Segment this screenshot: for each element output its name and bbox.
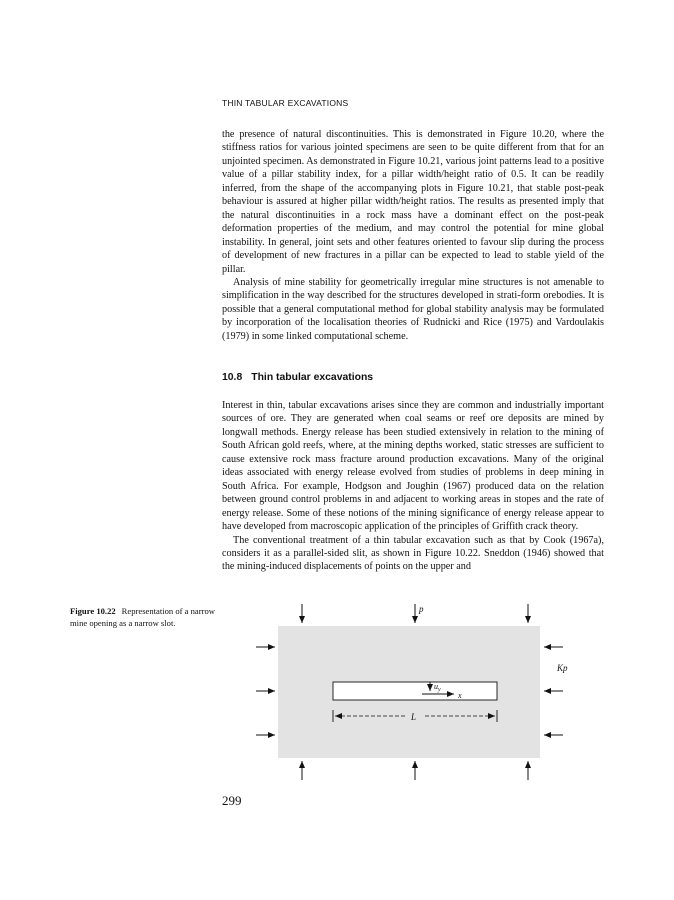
x-axis-label: x (458, 691, 462, 700)
load-label: p (419, 604, 424, 614)
body-text-top (222, 128, 604, 343)
paragraph: the presence of natural discontinuities. This is demonstrated in Figure 10.20, where the stiffness ratios for various jointed specimens are seen to be quite different from that for an unjointed specimen. As demonstrated in Figure 10.21, various joint patterns lead to a positive value of a pillar stability index, for a pillar width/height ratio of 0.5. It can be readily inferred, from the shape of the accompanying plots in Figure 10.21, that stable post-peak behaviour is assured at higher pillar width/height ratios. The results as presented imply that the natural discontinuities in a rock mass have a dominant effect on the post-peak deformation properties of the medium, and may control the potential for mine global instability. In general, joint sets and other features oriented to favour slip during the process of development of new fractures in a pillar can be expected to lead to stable yield of the pillar. (222, 129, 604, 275)
page-number: 299 (222, 793, 242, 808)
paragraph: Analysis of mine stability for geometrically irregular mine structures is not amenable to simplification in the way described for the structures developed in strati-form orebodies. It is possible that a general computational method for global stability analysis may be formulated by incorporation of the localisation theories of Rudnicki and Rice (1975) and Vardoulakis (1979) in some linked computational scheme. (222, 276, 604, 342)
section-heading (222, 372, 373, 383)
paragraph: Interest in thin, tabular excavations arises since they are common and industrially important sources of ore. They are generated when coal seams or reef ore deposits are mined by longwall methods. Energy release has been studied extensively in relation to the mining of South African gold reefs, where, at the mining depths worked, static stresses are sufficient to cause extensive rock mass fracture around production excavations. Many of the original ideas associated with energy release evolved from studies of problems in deep mining in South Africa. For example, Hodgson and Joughin (1967) produced data on the relation between ground control problems in and adjacent to working areas in stopes and the rate of energy release. Some of these notions of the mining significance of energy release appear to have developed from macroscopic application of the principles of Griffith crack theory. (222, 400, 604, 533)
paragraph: The conventional treatment of a thin tabular excavation such as that by Cook (1967a), considers it as a parallel-sided slit, as shown in Figure 10.22. Sneddon (1946) showed that the mining-induced displacements of points on the upper and (222, 534, 604, 573)
lateral-load-label: Kp (557, 663, 568, 673)
figure-diagram (240, 598, 600, 788)
running-head: THIN TABULAR EXCAVATIONS (222, 98, 349, 108)
figure-caption (70, 606, 220, 629)
figure-label: Figure 10.22 (70, 606, 116, 616)
length-label: L (411, 712, 417, 722)
excavation-slot (333, 682, 497, 700)
section-title: Thin tabular excavations (251, 372, 374, 383)
section-number: 10.8 (222, 372, 243, 383)
displacement-label: $u_y$ (434, 682, 441, 693)
displacement-subscript: y (438, 687, 441, 693)
figure-caption-text: Representation of a narrow mine opening as a narrow slot. (70, 606, 215, 628)
body-text-section (222, 399, 604, 574)
